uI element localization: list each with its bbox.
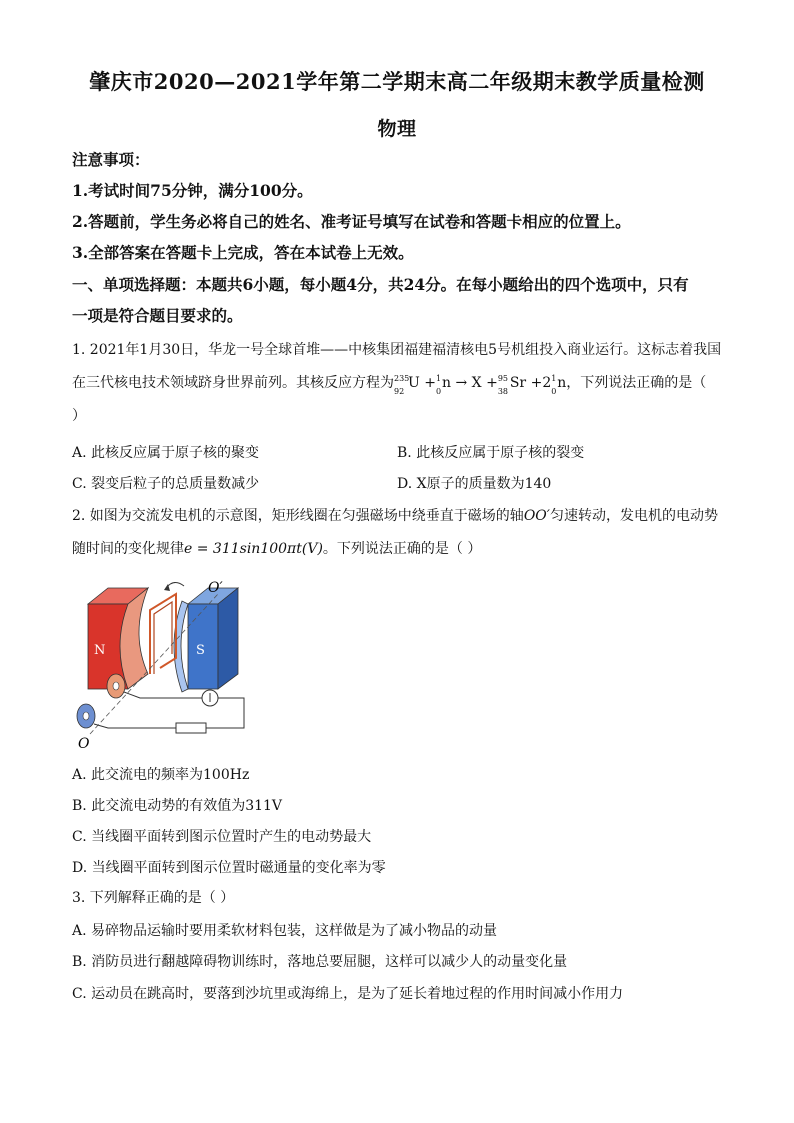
o-label: O bbox=[78, 736, 90, 752]
q3-option-a[interactable]: A. 易碎物品运输时要用柔软材料包装，这样做是为了减小物品的动量 bbox=[72, 923, 498, 939]
axis-label: OO′ bbox=[523, 508, 550, 524]
note-item: 2.答题前，学生务必将自己的姓名、准考证号填写在试卷和答题卡相应的位置上。 bbox=[72, 212, 631, 231]
generator-diagram bbox=[68, 574, 253, 754]
s-magnet-side bbox=[218, 588, 238, 689]
exam-title: 肇庆市2020—2021学年第二学期末高二年级期末教学质量检测 bbox=[89, 69, 705, 94]
subject-title: 物理 bbox=[377, 118, 417, 140]
q2-option-d[interactable]: D. 当线圈平面转到图示位置时磁通量的变化率为零 bbox=[72, 860, 386, 876]
q3-option-b[interactable]: B. 消防员进行翻越障碍物训练时，落地总要屈腿，这样可以减少人的动量变化量 bbox=[72, 954, 568, 970]
q3-stem: 3. 下列解释正确的是（ ） bbox=[72, 890, 235, 906]
q2-stem-line1: 2. 如图为交流发电机的示意图，矩形线圈在匀强磁场中绕垂直于磁场的轴OO′匀速转动，发电机的电动势 bbox=[72, 508, 718, 524]
q2-stem-line2: 随时间的变化规律e = 311sin100πt(V)。下列说法正确的是（ ） bbox=[72, 541, 482, 557]
q2-option-c[interactable]: C. 当线圈平面转到图示位置时产生的电动势最大 bbox=[72, 829, 372, 845]
s-label: S bbox=[196, 643, 205, 658]
q1-stem-line1: 1. 2021年1月30日，华龙一号全球首堆——中核集团福建福清核电5号机组投入商业运行。这标志着我国 bbox=[72, 342, 722, 358]
emf-formula: e = 311sin100πt(V) bbox=[184, 541, 323, 557]
q1-option-d[interactable]: D. X原子的质量数为140 bbox=[397, 476, 552, 492]
n-label: N bbox=[94, 643, 106, 658]
note-item: 1.考试时间75分钟，满分100分。 bbox=[72, 181, 313, 200]
q2-option-b[interactable]: B. 此交流电动势的有效值为311V bbox=[72, 798, 283, 814]
note-item: 3.全部答案在答题卡上完成，答在本试卷上无效。 bbox=[72, 243, 414, 262]
q1-stem-line3: ） bbox=[72, 408, 86, 424]
brush-wire-2 bbox=[94, 724, 176, 728]
notes-heading: 注意事项： bbox=[72, 150, 150, 169]
brush-wire-1 bbox=[124, 692, 210, 698]
q2-option-a[interactable]: A. 此交流电的频率为100Hz bbox=[72, 767, 250, 783]
q1-option-c[interactable]: C. 裂变后粒子的总质量数减少 bbox=[72, 476, 260, 492]
slip-ring-1-hole bbox=[113, 682, 119, 690]
reaction-equation: 235 92 U + 1 0 n → X + 95 38 Sr +2 1 0 n bbox=[394, 374, 567, 396]
q1-option-a[interactable]: A. 此核反应属于原子核的聚变 bbox=[72, 445, 260, 461]
q1-stem-line2: 在三代核电技术领域跻身世界前列。其核反应方程为 235 92 U + 1 0 n → X + 95 38 Sr +2 1 0 n，下列说法正确的是（ bbox=[72, 374, 707, 396]
slip-ring-2-hole bbox=[83, 712, 89, 720]
q3-option-c[interactable]: C. 运动员在跳高时，要落到沙坑里或海绵上，是为了延长着地过程的作用时间减小作用力 bbox=[72, 986, 624, 1002]
section-heading-cont: 一项是符合题目要求的。 bbox=[72, 306, 243, 325]
section-heading: 一、单项选择题：本题共6小题，每小题4分，共24分。在每小题给出的四个选项中，只有 bbox=[72, 275, 689, 294]
o-prime-label: O′ bbox=[208, 580, 223, 596]
resistor bbox=[176, 723, 206, 733]
q1-option-b[interactable]: B. 此核反应属于原子核的裂变 bbox=[397, 445, 585, 461]
